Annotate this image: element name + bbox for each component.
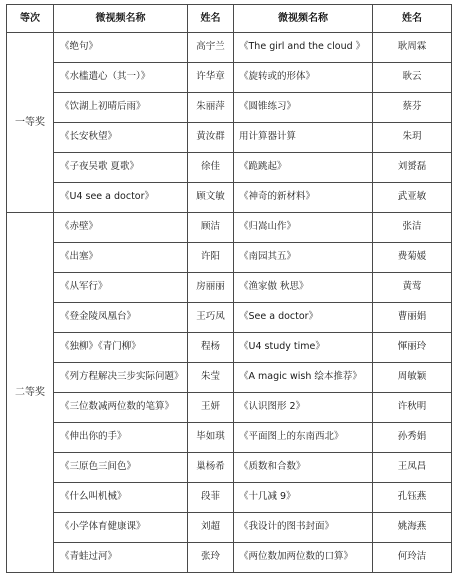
- author-name-cell: 许秋明: [373, 393, 452, 423]
- header-video-name-2: 微视频名称: [234, 5, 373, 33]
- video-name-cell: 《赤壁》: [54, 213, 188, 243]
- video-name-cell: 《十几减 9》: [234, 483, 373, 513]
- video-name-cell: 《三位数减两位数的笔算》: [54, 393, 188, 423]
- header-rank: 等次: [7, 5, 54, 33]
- video-name-cell: 《我设计的图书封面》: [234, 513, 373, 543]
- video-name-cell: 《伸出你的手》: [54, 423, 188, 453]
- author-name-cell: 姚海燕: [373, 513, 452, 543]
- author-name-cell: 张洁: [373, 213, 452, 243]
- author-name-cell: 耿周霖: [373, 33, 452, 63]
- author-name-cell: 黄莺: [373, 273, 452, 303]
- table-row: [7, 393, 452, 423]
- table-row: [7, 513, 452, 543]
- author-name-cell: 耿云: [373, 63, 452, 93]
- author-name-cell: 张玲: [188, 543, 234, 573]
- header-video-name-1: 微视频名称: [54, 5, 188, 33]
- video-name-cell: 《旋转或的形体》: [234, 63, 373, 93]
- author-name-cell: 徐佳: [188, 153, 234, 183]
- table-row: [7, 213, 452, 243]
- video-name-cell: 《青蛙过河》: [54, 543, 188, 573]
- table-row: [7, 483, 452, 513]
- author-name-cell: 高宇兰: [188, 33, 234, 63]
- author-name-cell: 武亚敏: [373, 183, 452, 213]
- video-name-cell: 《跪跳起》: [234, 153, 373, 183]
- video-name-cell: 《三原色三间色》: [54, 453, 188, 483]
- video-name-cell: 《归嵩山作》: [234, 213, 373, 243]
- author-name-cell: 朱莹: [188, 363, 234, 393]
- video-name-cell: 《质数和合数》: [234, 453, 373, 483]
- table-row: [7, 423, 452, 453]
- video-name-cell: 《出塞》: [54, 243, 188, 273]
- author-name-cell: 段菲: [188, 483, 234, 513]
- author-name-cell: 孔钰燕: [373, 483, 452, 513]
- video-name-cell: 《列方程解决三步实际问题》: [54, 363, 188, 393]
- author-name-cell: 孙秀娟: [373, 423, 452, 453]
- header-row: [7, 5, 452, 33]
- video-name-cell: 《U4 study time》: [234, 333, 373, 363]
- author-name-cell: 毕如琪: [188, 423, 234, 453]
- video-name-cell: 《南园其五》: [234, 243, 373, 273]
- table-row: [7, 303, 452, 333]
- video-name-cell: 《饮湖上初晴后雨》: [54, 93, 188, 123]
- author-name-cell: 王巧凤: [188, 303, 234, 333]
- author-name-cell: 许阳: [188, 243, 234, 273]
- video-name-cell: 《The girl and the cloud 》: [234, 33, 373, 63]
- author-name-cell: 王妍: [188, 393, 234, 423]
- table-row: [7, 153, 452, 183]
- header-author-name-2: 姓名: [373, 5, 452, 33]
- header-author-name-1: 姓名: [188, 5, 234, 33]
- table-row: [7, 33, 452, 63]
- table-body: [7, 33, 452, 573]
- table-row: [7, 363, 452, 393]
- video-name-cell: 《绝句》: [54, 33, 188, 63]
- video-name-cell: 《什么叫机械》: [54, 483, 188, 513]
- author-name-cell: 许华章: [188, 63, 234, 93]
- author-name-cell: 周敏颖: [373, 363, 452, 393]
- video-name-cell: 《两位数加两位数的口算》: [234, 543, 373, 573]
- video-name-cell: 《小学体育健康课》: [54, 513, 188, 543]
- author-name-cell: 刘超: [188, 513, 234, 543]
- table-row: [7, 333, 452, 363]
- table-row: [7, 453, 452, 483]
- video-name-cell: 《认识图形 2》: [234, 393, 373, 423]
- table-row: [7, 243, 452, 273]
- video-name-cell: 《登金陵凤凰台》: [54, 303, 188, 333]
- author-name-cell: 何玲洁: [373, 543, 452, 573]
- author-name-cell: 顾文敏: [188, 183, 234, 213]
- video-name-cell: 用计算器计算: [234, 123, 373, 153]
- author-name-cell: 朱丽萍: [188, 93, 234, 123]
- author-name-cell: 顾洁: [188, 213, 234, 243]
- author-name-cell: 王凤昌: [373, 453, 452, 483]
- author-name-cell: 惲丽玲: [373, 333, 452, 363]
- author-name-cell: 房丽丽: [188, 273, 234, 303]
- video-name-cell: 《渔家傲 秋思》: [234, 273, 373, 303]
- table-row: [7, 273, 452, 303]
- author-name-cell: 费菊媛: [373, 243, 452, 273]
- author-name-cell: 黄汝群: [188, 123, 234, 153]
- video-name-cell: 《独柳》《青门柳》: [54, 333, 188, 363]
- award-rank-cell: 二等奖: [7, 213, 54, 573]
- author-name-cell: 朱玥: [373, 123, 452, 153]
- video-name-cell: 《U4 see a doctor》: [54, 183, 188, 213]
- video-name-cell: 《长安秋望》: [54, 123, 188, 153]
- award-table: [6, 4, 452, 573]
- table-header: [7, 5, 452, 33]
- video-name-cell: 《A magic wish 绘本推荐》: [234, 363, 373, 393]
- video-name-cell: 《从军行》: [54, 273, 188, 303]
- table-row: [7, 93, 452, 123]
- table-row: [7, 63, 452, 93]
- table-row: [7, 543, 452, 573]
- table-row: [7, 183, 452, 213]
- video-name-cell: 《圆锥练习》: [234, 93, 373, 123]
- video-name-cell: 《See a doctor》: [234, 303, 373, 333]
- award-rank-cell: 一等奖: [7, 33, 54, 213]
- author-name-cell: 刘赟磊: [373, 153, 452, 183]
- author-name-cell: 蔡芬: [373, 93, 452, 123]
- author-name-cell: 曹丽娟: [373, 303, 452, 333]
- video-name-cell: 《水槛遣心（其一）》: [54, 63, 188, 93]
- author-name-cell: 巢杨希: [188, 453, 234, 483]
- video-name-cell: 《神奇的新材料》: [234, 183, 373, 213]
- table-row: [7, 123, 452, 153]
- video-name-cell: 《平面图上的东南西北》: [234, 423, 373, 453]
- video-name-cell: 《子夜吴歌 夏歌》: [54, 153, 188, 183]
- author-name-cell: 程杨: [188, 333, 234, 363]
